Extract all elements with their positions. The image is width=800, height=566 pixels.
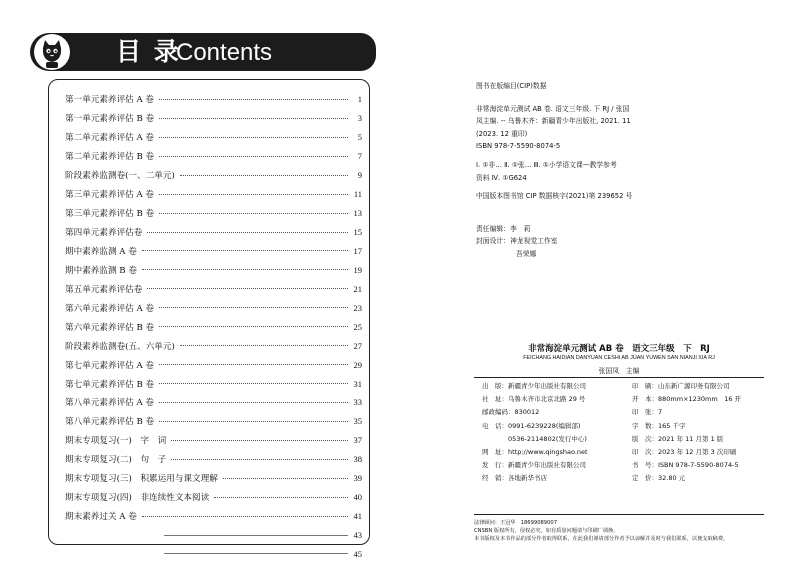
toc-entry (65, 450, 362, 469)
toc-leader-dots (180, 175, 348, 176)
toc-entry-page: 37 (353, 435, 362, 446)
toc-leader-dots (159, 421, 348, 422)
toc-entry (65, 242, 362, 261)
toc-entry-page: 40 (353, 492, 362, 503)
legal-line: 本书版权及本书作品的部分作者取得联系，在此我们谨请部分作者予以谅解并及时与我们联系，以便支取稿费。 (474, 536, 729, 543)
imprint-field: 电 话：0991-6239228(编辑部) (482, 421, 581, 430)
toc-leader-dots (159, 364, 348, 365)
toc-entry-page: 31 (353, 378, 362, 389)
toc-entry-label: 第四单元素养评估卷 (65, 226, 145, 238)
toc-entry (65, 393, 362, 412)
toc-entry-label: 第二单元素养评估 A 卷 (65, 131, 157, 143)
imprint-field: 印 张：7 (632, 408, 663, 417)
toc-entry-page: 3 (357, 113, 362, 124)
toc-leader-dots (147, 288, 348, 289)
toc-leader-dots (159, 307, 348, 308)
toc-entry (65, 469, 362, 488)
toc-entry-page: 23 (353, 302, 362, 313)
toc-entry (65, 317, 362, 336)
toc-entry (65, 336, 362, 355)
imprint-field: 印 次：2023 年 12 月第 3 次印刷 (632, 448, 737, 457)
cover-designer-2: 吾荣娜 (516, 249, 537, 258)
toc-entry-label: 期末专项复习(一) 字 词 (65, 434, 169, 446)
toc-header-banner (30, 33, 376, 71)
toc-entry-page: 25 (353, 321, 362, 332)
toc-entry-label: 期中素养监测 B 卷 (65, 264, 140, 276)
toc-entry (65, 507, 362, 526)
toc-entry-label: 期末专项复习(三) 积累运用与课文理解 (65, 472, 221, 484)
cip-heading: 图书在版编目(CIP)数据 (476, 82, 547, 90)
toc-title: 目 录 (116, 37, 181, 66)
toc-entry-label: 第七单元素养评估 B 卷 (65, 378, 157, 390)
toc-entry-page: 9 (357, 170, 362, 181)
toc-entry-page: 5 (357, 132, 362, 143)
toc-entry-label: 阶段素养监测卷(五、六单元) (65, 340, 178, 352)
toc-entry-page: 7 (357, 151, 362, 162)
cip-line: 凤主编. -- 乌鲁木齐：新疆青少年出版社, 2021. 11 (476, 117, 631, 126)
toc-leader-dots (159, 383, 348, 384)
toc-entry-page: 1 (357, 94, 362, 105)
toc-entry (65, 185, 362, 204)
imprint-field: 出 版：新疆青少年出版社有限公司 (482, 382, 586, 390)
toc-entry-label: 第八单元素养评估 A 卷 (65, 396, 157, 408)
toc-leader-dots (142, 250, 348, 251)
book-author: 张国凤 主编 (598, 367, 640, 375)
toc-entry-label: 第三单元素养评估 A 卷 (65, 188, 157, 200)
toc-entry-label: 第二单元素养评估 B 卷 (65, 150, 157, 162)
imprint-field: 网 址：http://www.qingshao.net (482, 448, 588, 457)
imprint-field: 书 号：ISBN 978-7-5590-8074-5 (632, 461, 739, 470)
toc-leader-dots (147, 232, 348, 233)
toc-leader-dots (142, 269, 348, 270)
toc-leader-dots (159, 137, 348, 138)
divider (474, 514, 764, 515)
cip-isbn: ISBN 978-7-5590-8074-5 (476, 142, 561, 151)
toc-entry (65, 545, 362, 564)
toc-leader-dots (223, 478, 348, 479)
toc-entry-page: 38 (353, 454, 362, 465)
toc-entry-label: 第六单元素养评估 A 卷 (65, 302, 157, 314)
toc-entry-label: 期中素养监测 A 卷 (65, 245, 140, 257)
toc-leader-dots (159, 402, 348, 403)
toc-entry-page: 33 (353, 397, 362, 408)
divider (474, 377, 764, 378)
cip-number: 中国版本图书馆 CIP 数据核字(2021)第 239652 号 (476, 192, 633, 201)
toc-entry (65, 374, 362, 393)
imprint-field: 字 数：165 千字 (632, 421, 686, 430)
cip-line: (2023. 12 重印) (476, 129, 528, 138)
toc-entry (65, 223, 362, 242)
toc-entry (65, 488, 362, 507)
toc-entry-page: 11 (353, 189, 362, 200)
toc-entry (65, 128, 362, 147)
toc-entry (65, 166, 362, 185)
toc-entry (65, 355, 362, 374)
toc-entry-label: 第一单元素养评估 B 卷 (65, 112, 157, 124)
imprint-field: 发 行：新疆青少年出版社有限公司 (482, 461, 586, 470)
toc-entry (65, 204, 362, 223)
toc-leader-dots (159, 156, 348, 157)
toc-entry-page: 19 (353, 264, 362, 275)
legal-line: 法律顾问：王冠华 18699089007 (474, 520, 557, 526)
toc-entry-label: 阶段素养监测卷(一、二单元) (65, 169, 178, 181)
book-title: 非常海淀单元测试 AB 卷 语文三年级 下 RJ (528, 344, 710, 354)
toc-entry (65, 431, 362, 450)
toc-entry (65, 260, 362, 279)
toc-entry-page: 39 (353, 473, 362, 484)
toc-entry-label: 第三单元素养评估 B 卷 (65, 207, 157, 219)
toc-entry (65, 147, 362, 166)
toc-entry (65, 90, 362, 109)
toc-entry-label: 期末专项复习(四) 非连续性文本阅读 (65, 491, 212, 503)
toc-entry-label: 第五单元素养评估卷 (65, 283, 145, 295)
toc-entry-page: 43 (353, 530, 362, 541)
imprint-field: 印 刷：山东新广源印务有限公司 (632, 382, 730, 390)
toc-leader-dots (164, 535, 348, 536)
toc-entry (65, 279, 362, 298)
toc-leader-dots (142, 516, 348, 517)
toc-leader-dots (214, 497, 348, 498)
toc-entry-page: 45 (353, 548, 362, 559)
toc-list (65, 90, 362, 563)
responsible-editor: 责任编辑：李 莉 (476, 224, 531, 233)
toc-leader-dots (171, 440, 348, 441)
imprint-field: 定 价：32.80 元 (632, 474, 686, 483)
toc-leader-dots (159, 118, 348, 119)
imprint-field: 0536-2114802(发行中心) (482, 434, 587, 443)
toc-entry-page: 13 (353, 208, 362, 219)
toc-entry-label: 第七单元素养评估 A 卷 (65, 359, 157, 371)
toc-leader-dots (159, 326, 348, 327)
toc-entry-page: 15 (353, 227, 362, 238)
cip-class-line: Ⅰ. ①非… Ⅱ. ①张… Ⅲ. ①小学语文课—教学参考 (476, 160, 617, 169)
toc-entry-label: 第八单元素养评估 B 卷 (65, 415, 157, 427)
cip-data-block (474, 80, 764, 261)
legal-notice (474, 519, 764, 544)
toc-entry-label: 第六单元素养评估 B 卷 (65, 321, 157, 333)
toc-entry-label: 第一单元素养评估 A 卷 (65, 93, 157, 105)
toc-leader-dots (171, 459, 348, 460)
imprint-field: 邮政编码：830012 (482, 408, 540, 417)
toc-leader-dots (164, 553, 348, 554)
imprint-field: 版 次：2021 年 11 月第 1 版 (632, 434, 724, 443)
toc-entry-page: 21 (353, 283, 362, 294)
toc-entry-label: 期末素养过关 A 卷 (65, 510, 140, 522)
toc-leader-dots (159, 194, 348, 195)
toc-entry-page: 27 (353, 340, 362, 351)
toc-entry (65, 412, 362, 431)
legal-line: CNSBN 版权所有，侵权必究。如有质量问题请与印刷厂调换。 (474, 528, 619, 535)
cover-designer: 封面设计：神龙视觉工作室 (476, 237, 558, 246)
cip-class-line: 资料 Ⅳ. ①G624 (476, 173, 527, 182)
toc-entry-label: 期末专项复习(二) 句 子 (65, 453, 169, 465)
cat-mascot-icon (34, 34, 70, 70)
toc-leader-dots (159, 213, 348, 214)
toc-entry (65, 526, 362, 545)
toc-entry-page: 17 (353, 245, 362, 256)
imprint-table (482, 381, 762, 485)
cip-line: 非常海淀单元测试 AB 卷. 语文三年级. 下 RJ / 张国 (476, 104, 630, 113)
imprint-field: 社 址：乌鲁木齐市北京北路 29 号 (482, 395, 586, 404)
toc-entry-page: 41 (353, 511, 362, 522)
toc-entry (65, 298, 362, 317)
toc-leader-dots (180, 345, 348, 346)
toc-title-english: Contents (176, 39, 273, 66)
toc-entry (65, 109, 362, 128)
toc-leader-dots (159, 99, 348, 100)
book-title-pinyin: FEICHANG HAIDIAN DANYUAN CESHI AB JUAN YUWEN SAN NIANJI XIA RJ (523, 355, 715, 361)
toc-entry-page: 35 (353, 416, 362, 427)
toc-entry-page: 29 (353, 359, 362, 370)
imprint-field: 开 本：880mm×1230mm 16 开 (632, 395, 742, 404)
imprint-field: 经 销：各地新华书店 (482, 474, 547, 483)
